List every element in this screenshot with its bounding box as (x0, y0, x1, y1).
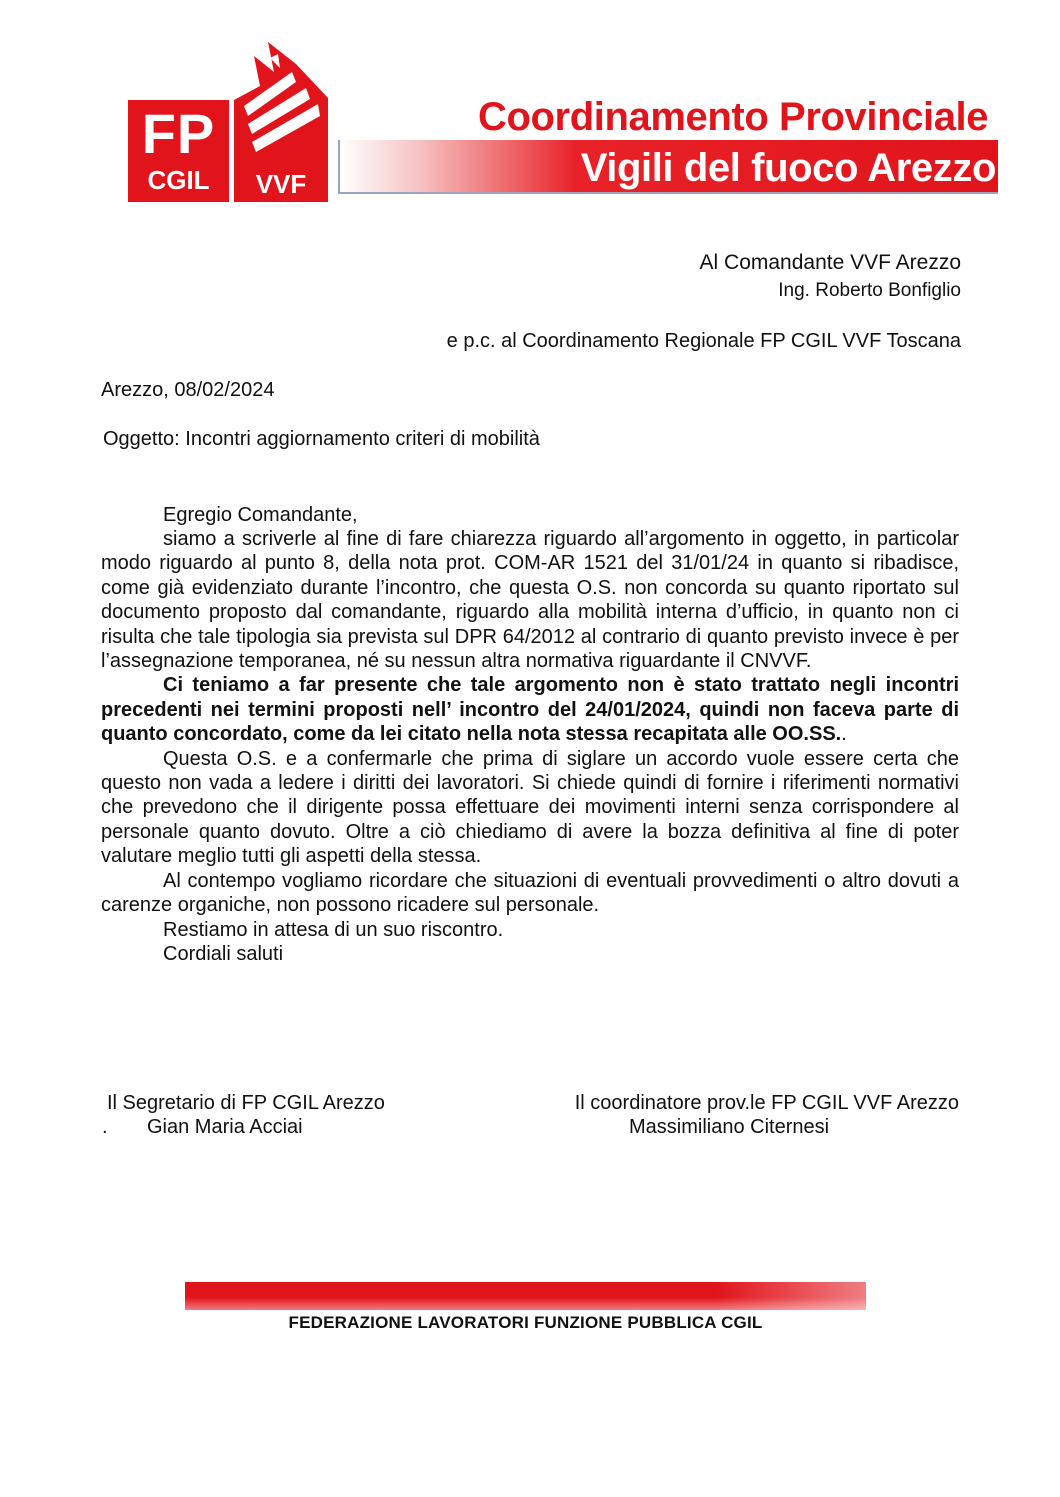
header-title-line1: Coordinamento Provinciale (478, 95, 989, 139)
recipient-line1: Al Comandante VVF Arezzo (699, 251, 961, 274)
footer-red-bar (185, 1282, 866, 1310)
body-paragraph-2 (101, 673, 959, 746)
body-paragraph-4: Al contempo vogliamo ricordare che situazioni di eventuali provvedimenti o altro dovuti a carenze organiche, non possono ricadere sul personale. (101, 869, 959, 917)
signature-right-name: Massimiliano Citernesi (629, 1116, 830, 1138)
recipient-line2: Ing. Roberto Bonfiglio (778, 280, 961, 301)
recipient-cc: e p.c. al Coordinamento Regionale FP CGIL VVF Toscana (446, 330, 961, 352)
signature-left-name: Gian Maria Acciai (147, 1116, 303, 1138)
fp-cgil-logo-block (128, 100, 229, 202)
footer-federation-text: FEDERAZIONE LAVORATORI FUNZIONE PUBBLICA CGIL (288, 1313, 763, 1332)
signature-left-dot: . (102, 1116, 108, 1138)
header-title-line2: Vigili del fuoco Arezzo (580, 146, 996, 190)
body-paragraph-5: Restiamo in attesa di un suo riscontro. (163, 918, 504, 941)
body-paragraph-2-bold: Ci teniamo a far presente che tale argomento non è stato trattato negli incontri precedenti nei termini proposti nell’ incontro del 24/01/2024, quindi non faceva parte di quanto concordato, come da lei citato nella nota stessa recapitata alle OO.SS. (101, 674, 959, 746)
signature-right-title: Il coordinatore prov.le FP CGIL VVF Arezzo (574, 1092, 959, 1114)
body-paragraph-2-tail: . (841, 723, 847, 746)
body-paragraph-1: siamo a scriverle al fine di fare chiarezza riguardo all’argomento in oggetto, in particolar modo riguardo al punto 8, della nota prot. COM-AR 1521 del 31/01/24 in quanto si ribadisce, come già evidenziato durante l’incontro, che questa O.S. non concorda su quanto riportato sul documento proposto dal comandante, riguardo alla mobilità interna d’ufficio, in quanto non ci risulta che tale tipologia sia prevista sul DPR 64/2012 al contrario di quanto previsto invece è per l’assegnazione temporanea, né su nessun altra normativa riguardante il CNVVF. (101, 528, 959, 673)
subject-line: Oggetto: Incontri aggiornamento criteri di mobilità (103, 428, 540, 450)
body-paragraph-6: Cordiali saluti (163, 942, 284, 965)
vvf-flame-logo-block (234, 42, 328, 202)
letter-body (101, 527, 959, 966)
body-paragraph-3: Questa O.S. e a confermarle che prima di siglare un accordo vuole essere certa che questo non vada a ledere i diritti dei lavoratori. Si chiede quindi di fornire i riferimenti normativi che prevedono che il dirigente possa effettuare dei movimenti interni senza corrispondere al personale quanto dovuto. Oltre a ciò chiediamo di avere la bozza definitiva al fine di poter valutare meglio tutti gli aspetti della stessa. (101, 747, 959, 868)
signature-left-title: Il Segretario di FP CGIL Arezzo (107, 1092, 385, 1114)
salutation: Egregio Comandante, (163, 504, 358, 526)
logo-cgil-text: CGIL (147, 165, 210, 195)
logo-vvf-text: VVF (255, 169, 307, 199)
place-date: Arezzo, 08/02/2024 (101, 379, 275, 401)
fp-cgil-vvf-logo (128, 42, 328, 202)
logo-fp-text: FP (141, 102, 216, 165)
